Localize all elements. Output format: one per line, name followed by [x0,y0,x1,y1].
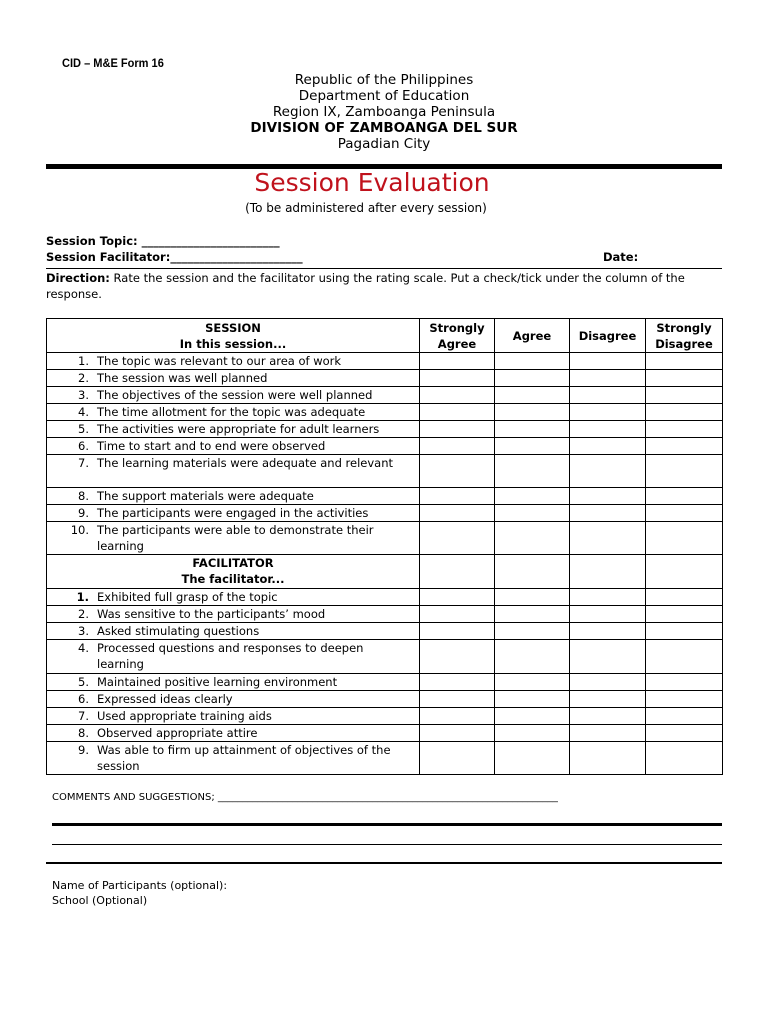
table-row [47,505,723,522]
check-cell-disagree[interactable] [570,421,646,438]
page-subtitle: (To be administered after every session) [245,201,487,215]
check-cell-agree[interactable] [495,725,570,742]
item-text: Was sensitive to the participants’ mood [97,607,326,621]
check-cell-strongly-disagree[interactable] [646,742,723,775]
check-cell-disagree[interactable] [570,589,646,606]
participant-name-field[interactable]: Name of Participants (optional): [52,879,228,892]
footer [52,878,227,908]
item-text: Exhibited full grasp of the topic [97,590,278,604]
check-cell-strongly-disagree[interactable] [646,674,723,691]
check-cell-agree[interactable] [495,353,570,370]
session-item-cell [47,370,420,387]
check-cell-strongly-agree[interactable] [420,370,495,387]
session-topic-field[interactable]: Session Topic: ________________________ [46,234,280,248]
item-number: 7. [78,456,89,470]
check-cell-agree[interactable] [495,455,570,488]
check-cell-strongly-agree[interactable] [420,421,495,438]
item-number: 5. [78,675,89,689]
comments-line-2[interactable] [52,844,722,845]
check-cell-disagree[interactable] [570,488,646,505]
header-region: Region IX, Zamboanga Peninsula [272,104,496,120]
check-cell-disagree[interactable] [570,522,646,555]
check-cell-agree[interactable] [495,623,570,640]
table-row [47,488,723,505]
table-row [47,640,723,674]
item-number: 4. [78,405,89,419]
check-cell-strongly-disagree[interactable] [646,623,723,640]
table-row [47,404,723,421]
col-disagree: Disagree [570,319,646,353]
item-number: 8. [78,726,89,740]
session-item-cell [47,387,420,404]
table-row [47,421,723,438]
header-city: Pagadian City [337,136,431,152]
item-text: Expressed ideas clearly [97,692,233,706]
check-cell-agree[interactable] [495,505,570,522]
col-strongly-disagree: Strongly Disagree [646,319,723,353]
check-cell-strongly-agree[interactable] [420,708,495,725]
check-cell-strongly-disagree[interactable] [646,488,723,505]
check-cell-strongly-disagree[interactable] [646,691,723,708]
facilitator-item-cell [47,623,420,640]
item-number: 3. [78,624,89,638]
table-row [47,708,723,725]
check-cell-disagree[interactable] [570,370,646,387]
session-item-cell [47,455,420,488]
session-item-cell [47,505,420,522]
item-text: Used appropriate training aids [97,709,272,723]
field-divider [46,268,722,269]
header-department: Department of Education [298,88,470,104]
item-number: 6. [78,439,89,453]
table-row [47,353,723,370]
check-cell-disagree[interactable] [570,640,646,674]
table-row [47,438,723,455]
check-cell-strongly-agree[interactable] [420,438,495,455]
facilitator-section-head [47,555,420,589]
item-number: 3. [78,388,89,402]
check-cell-agree[interactable] [495,370,570,387]
session-item-cell [47,438,420,455]
check-cell-agree[interactable] [495,488,570,505]
comments-line-1[interactable] [52,823,722,826]
check-cell-strongly-disagree[interactable] [646,455,723,488]
check-cell-strongly-agree[interactable] [420,623,495,640]
item-text: The learning materials were adequate and relevant [97,456,394,470]
item-text: The objectives of the session were well planned [97,388,373,402]
check-cell-strongly-agree[interactable] [420,455,495,488]
facilitator-head-label: FACILITATOR [192,556,274,570]
table-row [47,725,723,742]
check-cell-strongly-disagree[interactable] [646,589,723,606]
check-cell-strongly-disagree[interactable] [646,522,723,555]
check-cell-strongly-disagree[interactable] [646,708,723,725]
check-cell-strongly-agree[interactable] [420,742,495,775]
table-row [47,742,723,775]
table-row [47,455,723,488]
facilitator-item-cell [47,708,420,725]
direction-body: Rate the session and the facilitator using the rating scale. Put a check/tick under the column of the response. [46,271,685,301]
item-text: The topic was relevant to our area of work [97,354,342,368]
school-field[interactable]: School (Optional) [52,894,148,907]
item-text: The activities were appropriate for adult learners [97,422,380,436]
item-number: 5. [78,422,89,436]
form-code: CID – M&E Form 16 [62,56,164,70]
check-cell-strongly-agree[interactable] [420,387,495,404]
session-items [47,353,723,555]
check-cell-strongly-agree[interactable] [420,404,495,421]
item-text: Time to start and to end were observed [97,439,326,453]
item-text: Asked stimulating questions [97,624,260,638]
check-cell [495,555,570,589]
table-row [47,387,723,404]
item-text: Observed appropriate attire [97,726,258,740]
session-facilitator-field[interactable]: Session Facilitator:_______________________ [46,250,303,264]
check-cell-agree[interactable] [495,387,570,404]
check-cell-strongly-agree[interactable] [420,640,495,674]
check-cell [420,555,495,589]
item-text: The participants were engaged in the activities [97,506,369,520]
check-cell-strongly-disagree[interactable] [646,404,723,421]
item-text: The participants were able to demonstrate their learning [97,523,374,553]
facilitator-item-cell [47,640,420,674]
check-cell-strongly-agree[interactable] [420,505,495,522]
item-number: 2. [78,607,89,621]
item-text: Was able to firm up attainment of objectives of the session [97,743,391,773]
check-cell-strongly-disagree[interactable] [646,725,723,742]
check-cell-strongly-disagree[interactable] [646,505,723,522]
check-cell-strongly-disagree[interactable] [646,640,723,674]
item-number: 6. [78,692,89,706]
col-agree: Agree [495,319,570,353]
comments-line-3[interactable] [46,862,722,864]
session-item-cell [47,522,420,555]
letterhead [0,72,768,152]
check-cell-agree[interactable] [495,742,570,775]
header-republic: Republic of the Philippines [294,72,474,88]
check-cell-agree[interactable] [495,421,570,438]
check-cell-strongly-agree[interactable] [420,606,495,623]
check-cell-strongly-agree[interactable] [420,522,495,555]
facilitator-header-row [47,555,723,589]
check-cell-agree[interactable] [495,438,570,455]
check-cell [570,555,646,589]
facilitator-item-cell [47,589,420,606]
check-cell-strongly-agree[interactable] [420,691,495,708]
table-row [47,522,723,555]
item-number: 7. [78,709,89,723]
header-division: DIVISION OF ZAMBOANGA DEL SUR [250,120,518,136]
check-cell-agree[interactable] [495,640,570,674]
facilitator-items [47,589,723,775]
col-session-sub: In this session... [179,336,287,351]
session-item-cell [47,404,420,421]
check-cell-agree[interactable] [495,522,570,555]
check-cell-strongly-agree[interactable] [420,488,495,505]
check-cell-strongly-agree[interactable] [420,589,495,606]
check-cell-disagree[interactable] [570,606,646,623]
check-cell-strongly-disagree[interactable] [646,606,723,623]
check-cell-disagree[interactable] [570,438,646,455]
col-session-label: SESSION [205,320,261,335]
table-row [47,674,723,691]
table-row [47,606,723,623]
check-cell-disagree[interactable] [570,708,646,725]
direction-label: Direction: [46,271,110,285]
check-cell-strongly-disagree[interactable] [646,387,723,404]
check-cell-strongly-agree[interactable] [420,725,495,742]
item-text: Maintained positive learning environment [97,675,338,689]
check-cell-strongly-disagree[interactable] [646,421,723,438]
check-cell-strongly-agree[interactable] [420,353,495,370]
check-cell-disagree[interactable] [570,353,646,370]
check-cell-strongly-disagree[interactable] [646,370,723,387]
check-cell-disagree[interactable] [570,623,646,640]
facilitator-item-cell [47,674,420,691]
check-cell-disagree[interactable] [570,742,646,775]
check-cell-agree[interactable] [495,708,570,725]
check-cell-agree[interactable] [495,674,570,691]
table-row [47,370,723,387]
check-cell-agree[interactable] [495,606,570,623]
item-text: The support materials were adequate [97,489,314,503]
check-cell-disagree[interactable] [570,691,646,708]
date-field[interactable]: Date: [603,250,639,264]
check-cell-disagree[interactable] [570,725,646,742]
facilitator-item-cell [47,742,420,775]
session-item-cell [47,353,420,370]
direction-text [46,270,722,302]
item-number: 8. [78,489,89,503]
facilitator-item-cell [47,606,420,623]
check-cell-strongly-disagree[interactable] [646,353,723,370]
item-number: 9. [78,506,89,520]
evaluation-table [46,318,723,775]
col-strongly-agree: Strongly Agree [420,319,495,353]
facilitator-sub-label: The facilitator... [181,572,285,586]
item-number: 10. [70,523,89,537]
session-item-cell [47,488,420,505]
item-number: 1. [76,590,89,604]
check-cell-agree[interactable] [495,691,570,708]
check-cell-disagree[interactable] [570,404,646,421]
table-row [47,691,723,708]
item-text: The session was well planned [97,371,268,385]
check-cell-strongly-agree[interactable] [420,674,495,691]
comments-label[interactable]: COMMENTS AND SUGGESTIONS; ____________________________________________________________________ [52,792,558,803]
facilitator-item-cell [47,725,420,742]
check-cell-agree[interactable] [495,404,570,421]
table-row [47,589,723,606]
check-cell-strongly-disagree[interactable] [646,438,723,455]
page-title: Session Evaluation [254,168,490,197]
table-header-row [47,319,723,353]
item-number: 2. [78,371,89,385]
check-cell-disagree[interactable] [570,455,646,488]
facilitator-item-cell [47,691,420,708]
check-cell [646,555,723,589]
session-item-cell [47,421,420,438]
check-cell-disagree[interactable] [570,505,646,522]
item-number: 9. [78,743,89,757]
item-text: Processed questions and responses to deepen learning [97,641,364,671]
col-session [47,319,420,353]
check-cell-disagree[interactable] [570,674,646,691]
item-text: The time allotment for the topic was adequate [97,405,366,419]
item-number: 1. [78,354,89,368]
table-row [47,623,723,640]
check-cell-disagree[interactable] [570,387,646,404]
check-cell-agree[interactable] [495,589,570,606]
item-number: 4. [78,641,89,655]
